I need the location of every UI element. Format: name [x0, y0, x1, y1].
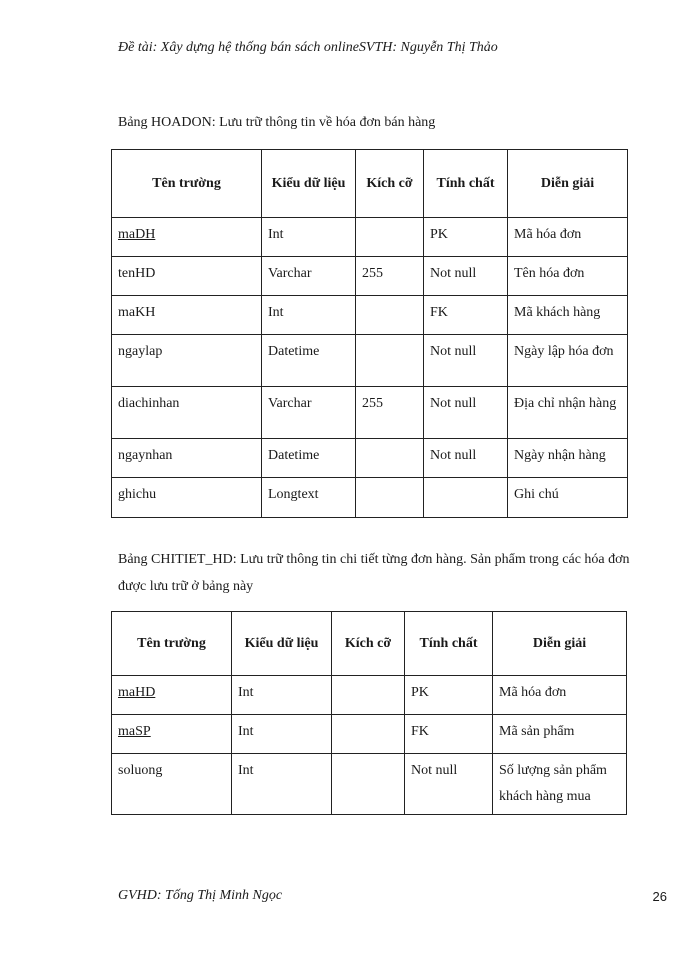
size	[356, 296, 424, 335]
column-header: Kiểu dữ liệu	[262, 150, 356, 218]
size: 255	[356, 387, 424, 439]
page-number: 26	[652, 889, 667, 904]
table-chitiet-caption: Bảng CHITIET_HD: Lưu trữ thông tin chi tiết từng đơn hàng. Sản phẩm trong các hóa đơn được lưu trữ ở bảng này	[118, 552, 630, 594]
field-name: tenHD	[112, 257, 262, 296]
description: Mã khách hàng	[508, 296, 628, 335]
table-chitiet-hd	[111, 611, 627, 815]
column-header: Tính chất	[405, 612, 493, 676]
column-header: Tên trường	[112, 150, 262, 218]
table-row	[112, 296, 628, 335]
size	[332, 715, 405, 754]
description: Số lượng sản phẩm khách hàng mua	[493, 754, 627, 815]
size: 255	[356, 257, 424, 296]
data-type: Datetime	[262, 335, 356, 387]
table-row	[112, 754, 627, 815]
data-type: Varchar	[262, 257, 356, 296]
column-header: Diễn giải	[493, 612, 627, 676]
property	[424, 478, 508, 518]
property: PK	[424, 218, 508, 257]
size	[356, 335, 424, 387]
data-type: Int	[232, 715, 332, 754]
property: Not null	[405, 754, 493, 815]
table-row	[112, 257, 628, 296]
table-hoadon	[111, 149, 628, 518]
column-header: Kiểu dữ liệu	[232, 612, 332, 676]
table-row	[112, 478, 628, 518]
property: PK	[405, 676, 493, 715]
data-type: Varchar	[262, 387, 356, 439]
table-row	[112, 676, 627, 715]
property: FK	[424, 296, 508, 335]
data-type: Datetime	[262, 439, 356, 478]
table-row	[112, 335, 628, 387]
size	[356, 478, 424, 518]
property: Not null	[424, 257, 508, 296]
description: Mã hóa đơn	[493, 676, 627, 715]
page-header: Đề tài: Xây dựng hệ thống bán sách onlineSVTH: Nguyễn Thị Thảo	[118, 40, 498, 55]
column-header: Tên trường	[112, 612, 232, 676]
description: Ngày nhận hàng	[508, 439, 628, 478]
field-name: ngaylap	[112, 335, 262, 387]
column-header: Diễn giải	[508, 150, 628, 218]
property: Not null	[424, 439, 508, 478]
field-name: ghichu	[112, 478, 262, 518]
table-hoadon-caption: Bảng HOADON: Lưu trữ thông tin về hóa đơn bán hàng	[118, 115, 436, 130]
table-row	[112, 387, 628, 439]
description: Mã hóa đơn	[508, 218, 628, 257]
table-row	[112, 439, 628, 478]
size	[356, 218, 424, 257]
data-type: Int	[262, 296, 356, 335]
description: Ghi chú	[508, 478, 628, 518]
description: Địa chỉ nhận hàng	[508, 387, 628, 439]
table-header-row	[112, 150, 628, 218]
table-row	[112, 715, 627, 754]
column-header: Kích cỡ	[332, 612, 405, 676]
description: Mã sản phẩm	[493, 715, 627, 754]
field-name: maHD	[112, 676, 232, 715]
size	[332, 676, 405, 715]
property: FK	[405, 715, 493, 754]
field-name: maDH	[112, 218, 262, 257]
description: Ngày lập hóa đơn	[508, 335, 628, 387]
field-name: maSP	[112, 715, 232, 754]
column-header: Kích cỡ	[356, 150, 424, 218]
table-row	[112, 218, 628, 257]
field-name: soluong	[112, 754, 232, 815]
table-header-row	[112, 612, 627, 676]
description: Tên hóa đơn	[508, 257, 628, 296]
page-footer: GVHD: Tống Thị Minh Ngọc	[118, 888, 283, 903]
property: Not null	[424, 335, 508, 387]
field-name: maKH	[112, 296, 262, 335]
size	[332, 754, 405, 815]
column-header: Tính chất	[424, 150, 508, 218]
field-name: ngaynhan	[112, 439, 262, 478]
field-name: diachinhan	[112, 387, 262, 439]
data-type: Int	[262, 218, 356, 257]
property: Not null	[424, 387, 508, 439]
data-type: Int	[232, 754, 332, 815]
data-type: Int	[232, 676, 332, 715]
data-type: Longtext	[262, 478, 356, 518]
size	[356, 439, 424, 478]
